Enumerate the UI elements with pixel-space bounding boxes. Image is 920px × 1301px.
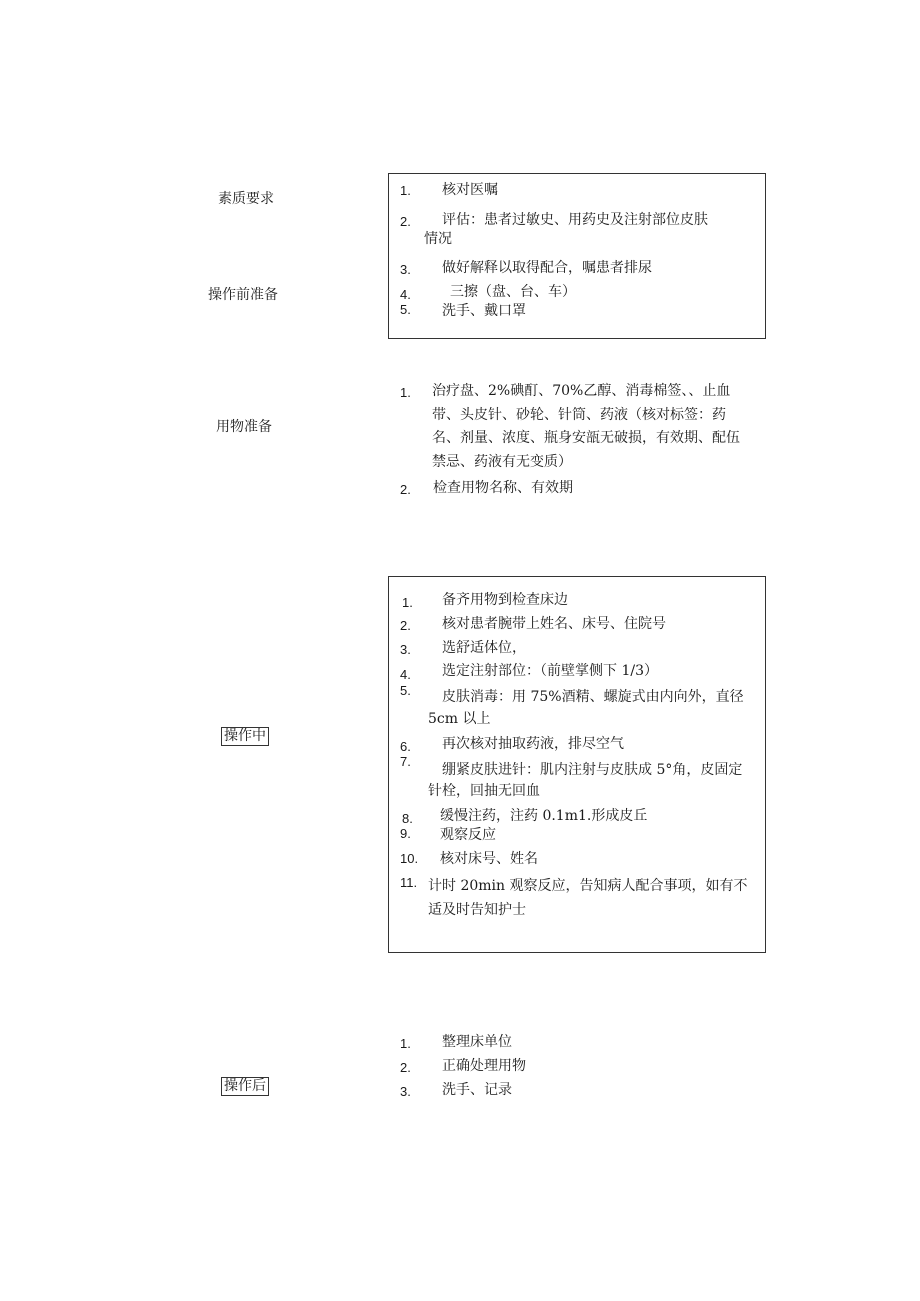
item-text-line: 治疗盘、2%碘酊、70%乙醇、消毒棉签、、止血 (432, 383, 731, 399)
item-text-continued: 5cm 以上 (428, 711, 491, 727)
item-text: 选舒适体位， (442, 640, 526, 656)
item-text-line: 名、剂量、浓度、瓶身安瓿无破损，有效期、配伍 (432, 430, 740, 446)
item-text-line: 禁忌、药液有无变质） (432, 453, 572, 470)
item-number: 3. (400, 1084, 411, 1099)
item-number: 2. (400, 618, 411, 633)
item-text (432, 380, 772, 474)
item-number: 4. (400, 667, 411, 682)
item-number: 8. (402, 811, 413, 826)
item-text: 缓慢注药，注药 0.1m1.形成皮丘 (440, 808, 648, 824)
item-text: 核对患者腕带上姓名、床号、住院号 (442, 616, 666, 632)
item-text: 皮肤消毒：用 75%酒精、螺旋式由内向外，直径 (442, 689, 744, 705)
section-label-during: 操作中 (221, 727, 269, 746)
item-number: 4. (400, 287, 411, 302)
item-number: 2. (400, 482, 411, 497)
item-number: 1. (400, 385, 411, 400)
item-text: 观察反应 (440, 827, 496, 843)
item-number: 6. (400, 739, 411, 754)
item-text-line: 带、头皮针、砂轮、针筒、药液（核对标签：药 (432, 406, 726, 423)
item-text: 绷紧皮肤进针：肌内注射与皮肤成 5°角，皮固定 (442, 762, 743, 778)
item-text: 整理床单位 (442, 1034, 512, 1050)
item-number: 3. (400, 262, 411, 277)
section-label-quality: 素质要求 (218, 191, 274, 207)
item-number: 10. (400, 851, 419, 866)
item-text-continued: 情况 (424, 231, 452, 247)
item-text: 选定注射部位：（前壁掌侧下 1/3） (442, 663, 658, 679)
item-number: 1. (402, 595, 413, 610)
item-text-continued: 针栓，回抽无回血 (428, 783, 540, 799)
item-number: 5. (400, 683, 411, 698)
item-text: 三擦（盘、台、车） (450, 284, 576, 300)
item-text: 核对床号、姓名 (440, 851, 538, 867)
item-number: 2. (400, 1060, 411, 1075)
item-number: 5. (400, 302, 411, 317)
section-label-pre-op: 操作前准备 (208, 287, 278, 303)
item-text: 检查用物名称、有效期 (433, 480, 573, 496)
item-number: 9. (400, 826, 411, 841)
item-number: 11. (400, 875, 418, 890)
item-text: 洗手、记录 (442, 1082, 512, 1098)
item-number: 1. (400, 1036, 411, 1051)
item-text: 备齐用物到检查床边 (442, 592, 568, 608)
item-number: 1. (400, 183, 411, 198)
item-number: 2. (400, 214, 411, 229)
item-text: 洗手、戴口罩 (442, 303, 526, 319)
item-text: 再次核对抽取药液，排尽空气 (442, 736, 624, 752)
item-text-continued: 适及时告知护士 (428, 902, 526, 918)
item-number: 3. (400, 642, 411, 657)
section-label-supplies: 用物准备 (216, 419, 272, 435)
item-text: 正确处理用物 (442, 1058, 526, 1074)
item-text: 计时 20min 观察反应，告知病人配合事项，如有不 (428, 878, 748, 894)
item-text: 做好解释以取得配合，嘱患者排尿 (442, 260, 652, 276)
section-label-post-op: 操作后 (221, 1077, 269, 1096)
item-text: 评估：患者过敏史、用药史及注射部位皮肤 (442, 212, 708, 228)
item-text: 核对医嘱 (442, 182, 498, 198)
item-number: 7. (400, 754, 411, 769)
